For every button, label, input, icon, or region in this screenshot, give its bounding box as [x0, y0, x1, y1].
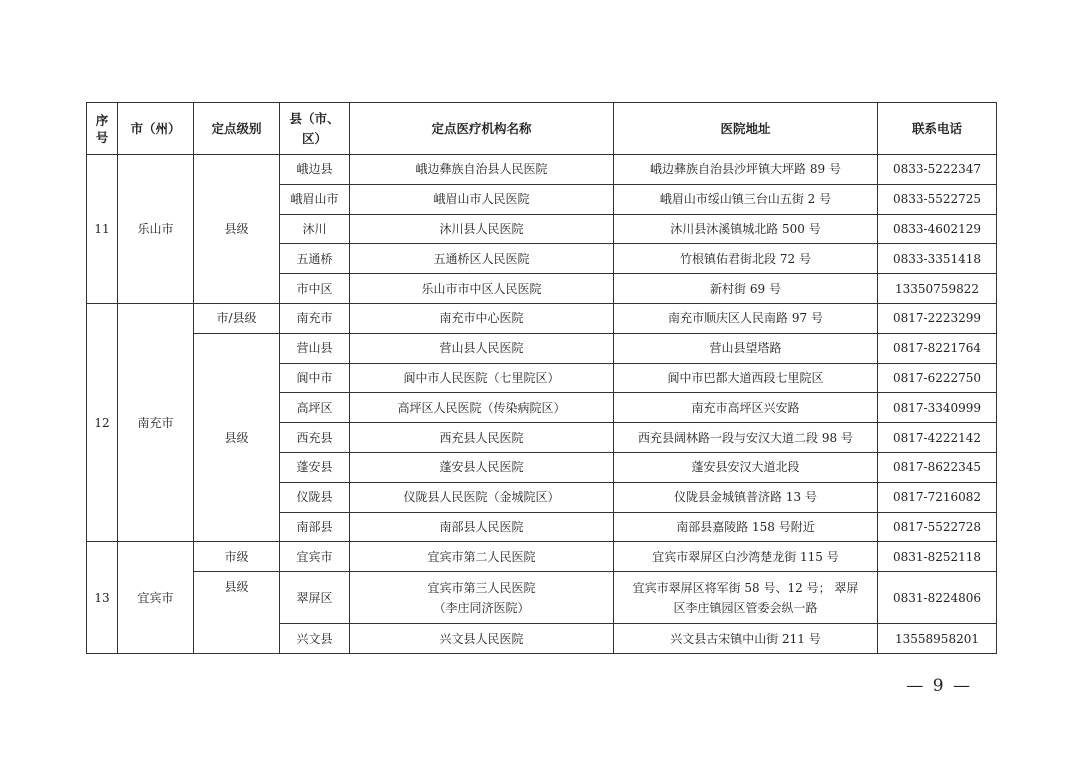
county-cell: 仪陇县	[280, 482, 350, 512]
phone-cell: 0817-8622345	[878, 452, 997, 482]
seq-cell: 11	[87, 155, 118, 304]
hospital-name-cell: 宜宾市第二人民医院	[350, 542, 614, 572]
phone-cell: 0833-5222347	[878, 155, 997, 185]
hospital-name-cell: 营山县人民医院	[350, 333, 614, 363]
header-row	[87, 103, 997, 155]
county-cell: 市中区	[280, 274, 350, 304]
hospital-name-cell: 蓬安县人民医院	[350, 452, 614, 482]
address-cell: 新村街 69 号	[614, 274, 878, 304]
city-cell: 南充市	[118, 303, 194, 541]
header-county: 县（市、区）	[280, 103, 350, 155]
level-cell: 市级	[194, 542, 280, 572]
address-cell: 营山县望塔路	[614, 333, 878, 363]
header-phone: 联系电话	[878, 103, 997, 155]
page-number: — 9 —	[906, 676, 972, 696]
county-cell: 峨边县	[280, 155, 350, 185]
hospital-name-cell: 仪陇县人民医院（金城院区）	[350, 482, 614, 512]
hospital-table	[86, 102, 997, 654]
hospital-name-line: 宜宾市第三人民医院	[427, 580, 536, 595]
address-cell: 阆中市巴都大道西段七里院区	[614, 363, 878, 393]
county-cell: 兴文县	[280, 624, 350, 654]
hospital-name-cell	[350, 572, 614, 624]
seq-cell: 12	[87, 303, 118, 541]
address-cell: 西充县阔林路一段与安汉大道二段 98 号	[614, 423, 878, 453]
address-cell: 兴文县古宋镇中山街 211 号	[614, 624, 878, 654]
hospital-name-cell: 峨眉山市人民医院	[350, 184, 614, 214]
hospital-name-cell: 沐川县人民医院	[350, 214, 614, 244]
hospital-name-cell: 南充市中心医院	[350, 303, 614, 333]
phone-cell: 0817-2223299	[878, 303, 997, 333]
county-cell: 宜宾市	[280, 542, 350, 572]
phone-cell: 0817-8221764	[878, 333, 997, 363]
header-name: 定点医疗机构名称	[350, 103, 614, 155]
level-cell: 县级	[194, 572, 280, 654]
address-cell: 南充市顺庆区人民南路 97 号	[614, 303, 878, 333]
hospital-name-cell: 高坪区人民医院（传染病院区）	[350, 393, 614, 423]
address-cell: 南充市高坪区兴安路	[614, 393, 878, 423]
header-address: 医院地址	[614, 103, 878, 155]
county-cell: 营山县	[280, 333, 350, 363]
hospital-name-cell: 西充县人民医院	[350, 423, 614, 453]
county-cell: 阆中市	[280, 363, 350, 393]
phone-cell: 0817-6222750	[878, 363, 997, 393]
hospital-name-cell: 五通桥区人民医院	[350, 244, 614, 274]
hospital-name-cell: 峨边彝族自治县人民医院	[350, 155, 614, 185]
address-cell: 仪陇县金城镇普济路 13 号	[614, 482, 878, 512]
table-row	[87, 303, 997, 333]
county-cell: 蓬安县	[280, 452, 350, 482]
address-line: 宜宾市翠屏区将军街 58 号、12 号； 翠屏	[632, 580, 859, 595]
county-cell: 五通桥	[280, 244, 350, 274]
hospital-name-cell: 南部县人民医院	[350, 512, 614, 542]
phone-cell: 0817-5522728	[878, 512, 997, 542]
address-cell: 蓬安县安汉大道北段	[614, 452, 878, 482]
hospital-name-cell: 兴文县人民医院	[350, 624, 614, 654]
address-cell	[614, 572, 878, 624]
city-cell: 宜宾市	[118, 542, 194, 654]
address-cell: 南部县嘉陵路 158 号附近	[614, 512, 878, 542]
table-row	[87, 333, 997, 363]
city-cell: 乐山市	[118, 155, 194, 304]
header-city: 市（州）	[118, 103, 194, 155]
table-row	[87, 155, 997, 185]
phone-cell: 0831-8252118	[878, 542, 997, 572]
table-row	[87, 542, 997, 572]
phone-cell: 0817-4222142	[878, 423, 997, 453]
hospital-name-line: （李庄同济医院）	[433, 600, 530, 615]
address-cell: 峨边彝族自治县沙坪镇大坪路 89 号	[614, 155, 878, 185]
county-cell: 南部县	[280, 512, 350, 542]
phone-cell: 0833-5522725	[878, 184, 997, 214]
level-cell: 县级	[194, 155, 280, 304]
phone-cell: 13558958201	[878, 624, 997, 654]
phone-cell: 13350759822	[878, 274, 997, 304]
header-seq: 序号	[87, 103, 118, 155]
hospital-name-cell: 阆中市人民医院（七里院区）	[350, 363, 614, 393]
address-cell: 竹根镇佑君街北段 72 号	[614, 244, 878, 274]
county-cell: 沐川	[280, 214, 350, 244]
phone-cell: 0833-3351418	[878, 244, 997, 274]
address-cell: 沐川县沐溪镇城北路 500 号	[614, 214, 878, 244]
hospital-name-cell: 乐山市市中区人民医院	[350, 274, 614, 304]
level-cell: 县级	[194, 333, 280, 542]
county-cell: 翠屏区	[280, 572, 350, 624]
level-cell: 市/县级	[194, 303, 280, 333]
county-cell: 峨眉山市	[280, 184, 350, 214]
header-level: 定点级别	[194, 103, 280, 155]
phone-cell: 0817-3340999	[878, 393, 997, 423]
table-row	[87, 572, 997, 624]
county-cell: 西充县	[280, 423, 350, 453]
address-cell: 宜宾市翠屏区白沙湾楚龙街 115 号	[614, 542, 878, 572]
seq-cell: 13	[87, 542, 118, 654]
address-line: 区李庄镇园区管委会纵一路	[673, 600, 818, 615]
phone-cell: 0817-7216082	[878, 482, 997, 512]
address-cell: 峨眉山市绥山镇三台山五街 2 号	[614, 184, 878, 214]
county-cell: 南充市	[280, 303, 350, 333]
county-cell: 高坪区	[280, 393, 350, 423]
phone-cell: 0831-8224806	[878, 572, 997, 624]
phone-cell: 0833-4602129	[878, 214, 997, 244]
